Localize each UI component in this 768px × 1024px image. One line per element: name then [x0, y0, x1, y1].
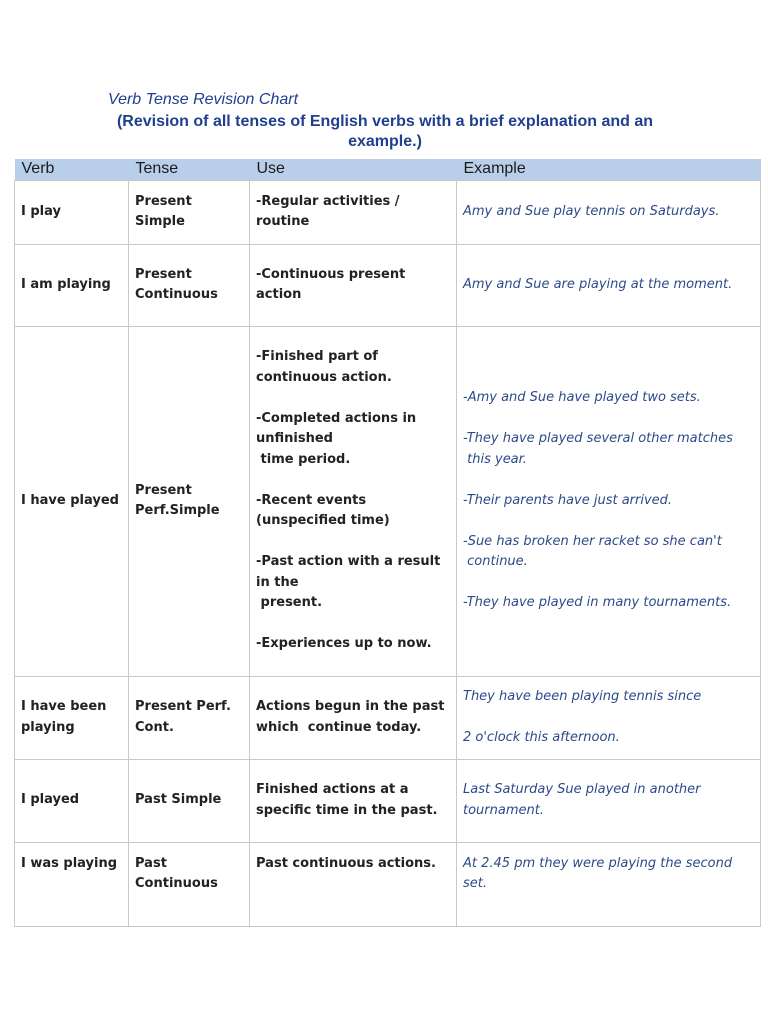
tense-cell: Present Perf. Cont.	[129, 676, 250, 759]
example-line: -Amy and Sue have played two sets.	[463, 390, 701, 406]
example-line: -Sue has broken her racket so she can't continue.	[463, 533, 722, 570]
use-cell	[250, 842, 457, 926]
use-cell	[250, 244, 457, 326]
verb-cell: I have been playing	[15, 676, 129, 759]
verb-cell: I play	[15, 180, 129, 244]
example-cell	[457, 326, 761, 676]
use-line: -Regular activities / routine	[256, 193, 405, 229]
example-line: At 2.45 pm they were playing the second set.	[463, 855, 737, 891]
use-line: Finished actions at a specific time in the past.	[256, 782, 438, 818]
chart-subtitle: (Revision of all tenses of English verbs with a brief explanation and an example.)	[116, 113, 654, 150]
header-tense: Tense	[135, 160, 179, 178]
header-use: Use	[256, 160, 285, 178]
header-row	[15, 159, 761, 180]
table-header	[15, 159, 761, 180]
example-line: -They have played in many tournaments.	[463, 595, 732, 611]
table-row	[15, 676, 761, 759]
use-line: -Continuous present action	[256, 266, 410, 302]
example-cell	[457, 244, 761, 326]
use-cell	[250, 326, 457, 676]
use-line: -Finished part of continuous action.	[256, 349, 392, 385]
use-cell	[250, 180, 457, 244]
use-line: -Past action with a result in the present.	[256, 554, 441, 611]
table-row	[15, 244, 761, 326]
use-line: -Completed actions in unfinished time period.	[256, 410, 417, 467]
tense-cell: Present Continuous	[129, 244, 250, 326]
example-cell	[457, 842, 761, 926]
verb-cell: I was playing	[15, 842, 129, 926]
example-line: -Their parents have just arrived.	[463, 492, 673, 508]
tense-cell: Past Continuous	[129, 842, 250, 926]
table-body	[15, 180, 761, 926]
example-line: Amy and Sue are playing at the moment.	[463, 276, 733, 292]
chart-title: Verb Tense Revision Chart	[108, 91, 299, 108]
example-cell	[457, 759, 761, 842]
table-row	[15, 759, 761, 842]
example-line: They have been playing tennis since	[463, 688, 702, 704]
tense-cell: Past Simple	[129, 759, 250, 842]
verb-cell: I am playing	[15, 244, 129, 326]
example-line: -They have played several other matches this year.	[463, 431, 733, 467]
example-line: Last Saturday Sue played in another tournament.	[463, 782, 705, 818]
verb-cell: I have played	[15, 326, 129, 676]
use-line: Past continuous actions.	[256, 855, 436, 871]
tense-cell: Present Perf.Simple	[129, 326, 250, 676]
example-cell	[457, 676, 761, 759]
use-line: -Experiences up to now.	[256, 636, 432, 652]
use-cell	[250, 759, 457, 842]
use-line: -Recent events (unspecified time)	[256, 492, 390, 529]
table-row	[15, 842, 761, 926]
example-line: 2 o'clock this afternoon.	[463, 729, 620, 745]
verb-cell: I played	[15, 759, 129, 842]
example-line: Amy and Sue play tennis on Saturdays.	[463, 203, 720, 219]
verb-tense-table	[14, 159, 761, 927]
header-example: Example	[463, 160, 526, 178]
example-cell	[457, 180, 761, 244]
use-cell	[250, 676, 457, 759]
tense-cell: Present Simple	[129, 180, 250, 244]
table-row	[15, 180, 761, 244]
use-line: Actions begun in the past which continue today.	[256, 699, 449, 735]
table-row	[15, 326, 761, 676]
header-verb: Verb	[21, 160, 55, 178]
